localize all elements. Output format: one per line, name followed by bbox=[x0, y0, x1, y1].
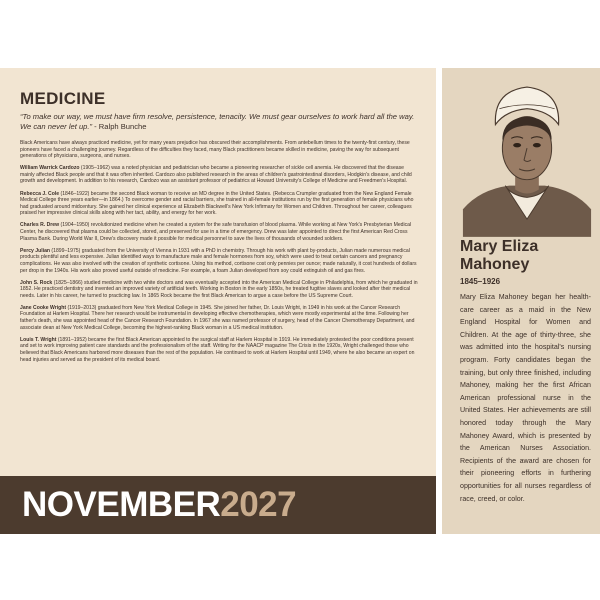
entry-name: Jane Cooke Wright bbox=[20, 304, 67, 311]
profile-bio: Mary Eliza Mahoney began her health-care career as a maid in the New England Hospital for Women and Children. At the age of thirty-three, she was admitted into the hospital's nursing program. Forty candidates began the training, but only three finished, including Mahoney, making her the first African American professional nurse in the United States. Her achievements are still honored today through the Mary Mahoney Award, which is presented by the American Nurses Association. Recipients of the award are chosen for their pioneering efforts in furthering opportunities for all nurses regardless of race, creed, or color. bbox=[460, 293, 591, 503]
month-banner bbox=[0, 476, 436, 534]
entry-name: Percy Julian bbox=[20, 247, 51, 254]
portrait-illustration bbox=[458, 78, 596, 238]
month-label: NOVEMBER bbox=[22, 485, 221, 524]
entry-name: Rebecca J. Cole bbox=[20, 190, 60, 197]
entry-text: (1904–1950) revolutionized medicine when he created a system for the safe transfusion of blood plasma. While working at New York's Presbyterian Medical Center, he discovered that plasma could be collected, stored, and preserved for use in a time of emergency. Drew was later appointed to direct the first American Red Cross Plasma Bank. During World War II, Drew's discovery made it possible for medical personnel to save the lives of thousands of wounded soldiers. bbox=[20, 222, 412, 242]
entry-name: William Warrick Cardozo bbox=[20, 165, 80, 172]
profile-name: Mary Eliza Mahoney bbox=[460, 238, 539, 273]
entry-paragraph bbox=[20, 280, 420, 300]
entry-name: John S. Rock bbox=[20, 279, 53, 286]
entry-name: Louis T. Wright bbox=[20, 336, 57, 343]
profile-years: 1845–1926 bbox=[460, 277, 501, 286]
entry-paragraph bbox=[20, 165, 420, 185]
quote-attribution: - Ralph Bunche bbox=[92, 122, 147, 131]
entry-text: (1919–2013) graduated from New York Medical College in 1945. She joined her father, Dr. Louis Wright, in 1949 in his work at the Cancer Research Foundation at Harlem Hospital. There her research would be instrumental in developing effective chemotherapies, which were mostly experimental at the time. Following her father's death, she was appointed head of the Cancer Research Foundation. In 1967 she was named professor of surgery, head of the Cancer Chemotherapy Department, and associate dean at New York Medical College, becoming the highest-ranking Black woman in a US medical institution. bbox=[20, 304, 415, 331]
article-title: MEDICINE bbox=[20, 89, 106, 108]
entry-paragraph bbox=[20, 305, 420, 331]
entry-paragraph bbox=[20, 337, 420, 363]
entry-paragraph bbox=[20, 248, 420, 274]
entry-text: (1846–1922) became the second Black woman to receive an MD degree in the United States. (Rebecca Crumpler graduated from the New England Female Medical College three years earlier—in 1864.) To overcome gender and racial barriers, she trained in all-female institutions run by the first generation of female physicians who had graduated around midcentury. She gained her clinical experience at Elizabeth Blackwell's New York Infirmary for Women and Children. Throughout her career, colleagues praised her impressive clinical skills along with her tact, ability, and energy for her work. bbox=[20, 190, 414, 217]
entry-text: (1891–1952) became the first Black American appointed to the surgical staff at Harlem Hospital in 1919. He immediately protested the poor conditions present and set to work improving patient care standards and the professionalism of the staff. Writing for the NAACP magazine The Crisis in the 1920s, Wright challenged those who believed that Black Americans harbored more diseases than the rest of the population. He continued to work at Harlem Hospital until 1949, where he also became an expert on head injuries and served as the president of its medical board. bbox=[20, 336, 415, 363]
year-label: 2027 bbox=[220, 485, 297, 524]
entry-paragraph bbox=[20, 222, 420, 242]
quote-text: “To make our way, we must have firm resolve, persistence, tenacity. We must gear ourselves to work hard all the way. We can never let up.” bbox=[20, 112, 415, 131]
article-body bbox=[20, 90, 420, 369]
entry-name: Charles R. Drew bbox=[20, 222, 60, 229]
entry-text: (1899–1975) graduated from the University of Vienna in 1931 with a PhD in chemistry. Through his work with plant by-products, Julian made numerous medical products plentiful and less expensive. Julian identified ways to manufacture male and female hormones from soy, which were used to treat certain cancers and pregnancy complications. He was also involved with the creation of synthetic cortisone. Using his method, cortisone cost only pennies per ounce; made naturally, it cost hundreds of dollars per drop in the 1940s. His work also proved useful outside of medicine. For example, a foam Julian developed from soy could extinguish oil and gas fires. bbox=[20, 247, 417, 274]
quote bbox=[20, 112, 420, 132]
entry-text: (1825–1866) studied medicine with two white doctors and was eventually accepted into the American Medical College in Philadelphia, from which he graduated in 1852. He practiced dentistry and invented an improved variety of artificial teeth. Working in Boston in the early 1850s, he treated fugitive slaves and looked after their medical needs. Later in his career, he turned to practicing law. In 1865 Rock became the first Black American to argue a case before the US Supreme Court. bbox=[20, 279, 418, 299]
profile-sidebar bbox=[442, 68, 600, 534]
article-panel bbox=[0, 68, 436, 476]
entry-paragraph bbox=[20, 191, 420, 217]
intro-paragraph: Black Americans have always practiced medicine, yet for many years prejudice has obscured their accomplishments. From antebellum times to the twenty-first century, these pioneers have faced a challenging journey. Regardless of the difficulties they faced, many Black practitioners became skilled in medicine, paving the way for subsequent generations of physicians, surgeons, and nurses. bbox=[20, 140, 410, 160]
entry-text: (1905–1962) was a noted physician and pediatrician who became a pioneering researcher of sickle cell anemia. He discovered that the disease mainly affected Black people and that it was often inherited. Cardozo also published research in the areas of children's gastrointestinal disorders, Hodgkin's disease, and child growth and development. In addition to his research, Cardozo was an assistant professor of pediatrics at Howard University's College of Medicine and Freedmen's Hospital. bbox=[20, 165, 412, 185]
